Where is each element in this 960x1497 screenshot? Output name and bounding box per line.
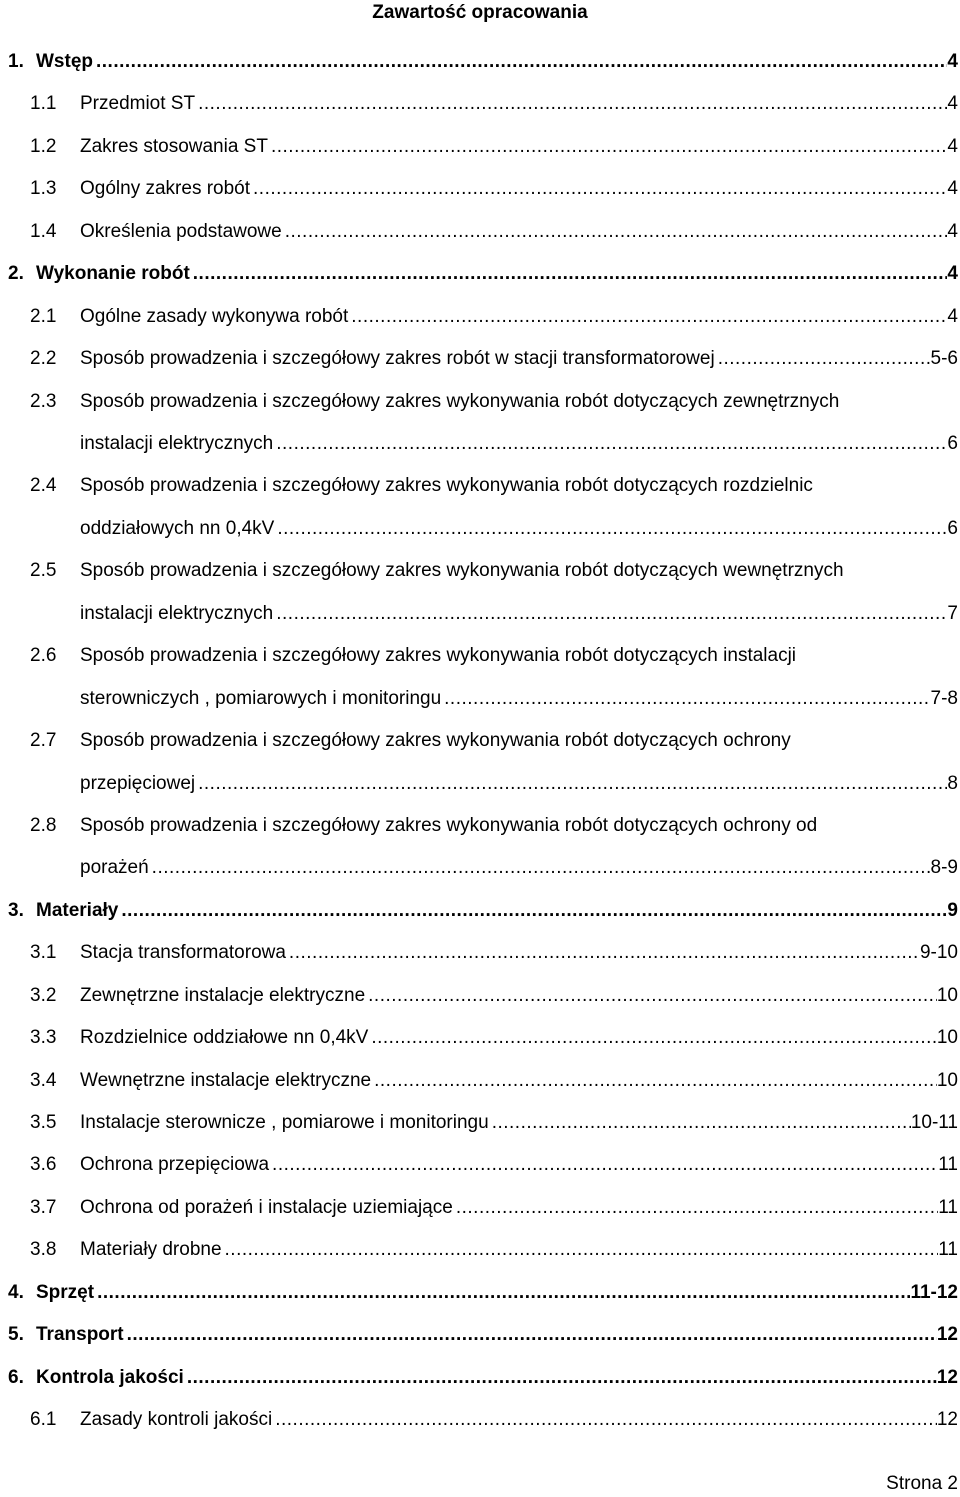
toc-entry-page: 11-12	[910, 1281, 958, 1303]
toc-entry[interactable]	[0, 1187, 960, 1229]
toc-entry-page: 4	[947, 178, 958, 200]
toc-dot-leader	[348, 296, 947, 338]
toc-entry-number: 3.3	[30, 1027, 57, 1049]
toc-entry-page: 4	[947, 220, 958, 242]
toc-entry-line	[80, 211, 960, 253]
toc-entry-number: 1.4	[30, 220, 57, 242]
toc-dot-leader	[269, 1144, 938, 1186]
toc-entry-page: 7	[947, 602, 958, 624]
toc-entry-page: 5-6	[930, 348, 958, 370]
toc-entry[interactable]	[0, 890, 960, 932]
toc-dot-leader	[195, 83, 947, 125]
toc-entry[interactable]	[0, 168, 960, 210]
toc-entry-page: 4	[947, 135, 958, 157]
toc-entry-page: 11	[938, 1239, 958, 1261]
toc-entry-line	[80, 932, 960, 974]
toc-entry-line	[36, 890, 960, 932]
toc-entry-page: 7-8	[930, 687, 958, 709]
toc-entry-page: 11	[938, 1154, 958, 1176]
toc-entry-number: 3.4	[30, 1069, 57, 1091]
toc-entry-number: 3.5	[30, 1112, 57, 1134]
toc-entry-line	[36, 253, 960, 295]
toc-entry-page: 10	[936, 984, 958, 1006]
toc-entry-title: Sposób prowadzenia i szczegółowy zakres robót w stacji transformatorowej	[80, 348, 715, 370]
toc-entry-title: oddziałowych nn 0,4kV	[80, 517, 275, 539]
toc-entry-title: Rozdzielnice oddziałowe nn 0,4kV	[80, 1027, 369, 1049]
toc-entry-title: Zakres stosowania ST	[80, 135, 268, 157]
toc-entry-number: 6.	[8, 1366, 24, 1388]
toc-entry-title: Wewnętrzne instalacje elektryczne	[80, 1069, 372, 1091]
toc-entry[interactable]	[0, 381, 960, 466]
toc-entry[interactable]	[0, 253, 960, 295]
toc-entry-title: sterowniczych , pomiarowych i monitoringu	[80, 687, 442, 709]
toc-entry[interactable]	[0, 635, 960, 720]
toc-entry-page: 10-11	[910, 1112, 958, 1134]
toc-entry-number: 3.2	[30, 984, 57, 1006]
toc-entry-title: Określenia podstawowe	[80, 220, 282, 242]
toc-entry-line	[80, 1399, 960, 1441]
toc-entry-number: 3.7	[30, 1196, 57, 1218]
toc-entry[interactable]	[0, 1229, 960, 1271]
toc-entry-title: Przedmiot ST	[80, 93, 196, 115]
toc-entry[interactable]	[0, 1314, 960, 1356]
toc-dot-leader	[222, 1229, 939, 1271]
toc-entry-title: Wykonanie robót	[36, 263, 190, 285]
toc-entry-title: Stacja transformatorowa	[80, 942, 286, 964]
toc-entry-number: 3.1	[30, 942, 57, 964]
toc-entry[interactable]	[0, 805, 960, 890]
toc-dot-leader	[93, 41, 947, 83]
page-title: Zawartość opracowania	[372, 2, 588, 23]
toc-entry[interactable]	[0, 465, 960, 550]
toc-entry-line	[36, 1314, 960, 1356]
toc-entry-number: 5.	[8, 1324, 24, 1346]
toc-entry-line	[80, 296, 960, 338]
page-footer: Strona 2	[886, 1473, 958, 1494]
toc-entry-line	[36, 1272, 960, 1314]
toc-dot-leader	[365, 975, 937, 1017]
toc-dot-leader	[124, 1314, 937, 1356]
toc-entry-title-line1: Sposób prowadzenia i szczegółowy zakres wykonywania robót dotyczących ochrony	[80, 730, 791, 752]
toc-entry-title-line1: Sposób prowadzenia i szczegółowy zakres wykonywania robót dotyczących wewnętrznych	[80, 560, 844, 582]
toc-entry[interactable]	[0, 1272, 960, 1314]
toc-entry-number: 2.1	[30, 305, 57, 327]
toc-entry-page: 6	[947, 517, 958, 539]
toc-entry-title-line1: Sposób prowadzenia i szczegółowy zakres wykonywania robót dotyczących instalacji	[80, 645, 797, 667]
toc-entry-number: 2.	[8, 263, 24, 285]
toc-entry[interactable]	[0, 1060, 960, 1102]
toc-dot-leader	[489, 1102, 911, 1144]
toc-entry-title: instalacji elektrycznych	[80, 602, 274, 624]
toc-entry-page: 11	[938, 1196, 958, 1218]
toc-entry-title-line1: Sposób prowadzenia i szczegółowy zakres wykonywania robót dotyczących rozdzielnic	[80, 475, 813, 497]
toc-entry-page: 12	[936, 1409, 958, 1431]
toc-entry-title: Ochrona przepięciowa	[80, 1154, 270, 1176]
toc-entry-line	[80, 338, 960, 380]
toc-dot-leader	[273, 593, 947, 635]
toc-dot-leader	[184, 1357, 937, 1399]
toc-entry-line	[80, 1187, 960, 1229]
toc-entry-number: 1.2	[30, 135, 57, 157]
toc-entry-page: 8-9	[930, 857, 958, 879]
toc-entry-number: 3.8	[30, 1239, 57, 1261]
toc-entry-title: Zewnętrzne instalacje elektryczne	[80, 984, 366, 1006]
toc-entry-line	[80, 1102, 960, 1144]
toc-entry-line	[80, 508, 960, 550]
toc-entry-title: Materiały drobne	[80, 1239, 222, 1261]
toc-dot-leader	[282, 211, 948, 253]
toc-dot-leader	[195, 763, 947, 805]
toc-entry-number: 2.7	[30, 730, 57, 752]
toc-dot-leader	[453, 1187, 938, 1229]
toc-entry-title: Wstęp	[36, 51, 93, 72]
toc-entry-title: Materiały	[36, 899, 119, 921]
toc-entry-number: 3.6	[30, 1154, 57, 1176]
toc-dot-leader	[149, 847, 931, 889]
toc-entry[interactable]	[0, 126, 960, 168]
toc-entry[interactable]	[0, 83, 960, 125]
toc-entry[interactable]	[0, 1144, 960, 1186]
toc-entry-number: 3.	[8, 899, 24, 921]
toc-entry-title: Zasady kontroli jakości	[80, 1409, 273, 1431]
toc-entry-page: 12	[936, 1324, 958, 1346]
toc-entry-page: 6	[947, 432, 958, 454]
toc-entry-page: 4	[947, 305, 958, 327]
toc-entry[interactable]	[0, 41, 960, 83]
toc-entry-title: instalacji elektrycznych	[80, 432, 274, 454]
toc-entry-title-line1: Sposób prowadzenia i szczegółowy zakres wykonywania robót dotyczących zewnętrznych	[80, 390, 840, 412]
toc-entry[interactable]	[0, 975, 960, 1017]
toc-entry-title: Kontrola jakości	[36, 1366, 184, 1388]
toc-entry-line	[80, 83, 960, 125]
toc-entry-number: 2.2	[30, 348, 57, 370]
toc-entry[interactable]	[0, 720, 960, 805]
toc-entry-title: Ochrona od porażeń i instalacje uziemiające	[80, 1196, 453, 1218]
toc-entry[interactable]	[0, 932, 960, 974]
toc-dot-leader	[368, 1017, 937, 1059]
toc-entry-line	[80, 975, 960, 1017]
toc-entry-number: 4.	[8, 1281, 24, 1303]
table-of-contents	[0, 41, 960, 1442]
toc-dot-leader	[371, 1060, 937, 1102]
toc-dot-leader	[118, 890, 947, 932]
toc-entry-number: 6.1	[30, 1409, 57, 1431]
toc-entry-line	[80, 1060, 960, 1102]
toc-entry[interactable]	[0, 211, 960, 253]
toc-entry[interactable]	[0, 296, 960, 338]
toc-entry-number: 2.6	[30, 645, 57, 667]
toc-dot-leader	[94, 1272, 910, 1314]
toc-entry-number: 1.	[8, 51, 24, 72]
toc-dot-leader	[268, 126, 947, 168]
toc-entry-title: Ogólne zasady wykonywa robót	[80, 305, 349, 327]
toc-entry-page: 9-10	[919, 942, 958, 964]
toc-entry-title: Ogólny zakres robót	[80, 178, 251, 200]
toc-dot-leader	[715, 338, 931, 380]
toc-entry-line	[80, 1017, 960, 1059]
toc-entry-line	[80, 126, 960, 168]
toc-entry[interactable]	[0, 338, 960, 380]
toc-entry-number: 2.8	[30, 814, 57, 836]
toc-entry[interactable]	[0, 1017, 960, 1059]
toc-entry[interactable]	[0, 550, 960, 635]
toc-entry-page: 8	[947, 772, 958, 794]
toc-entry-title-line1: Sposób prowadzenia i szczegółowy zakres wykonywania robót dotyczących ochrony od	[80, 814, 818, 836]
toc-entry-line	[80, 678, 960, 720]
toc-entry[interactable]	[0, 1399, 960, 1441]
toc-entry-line	[80, 1144, 960, 1186]
toc-entry-line	[80, 763, 960, 805]
toc-entry-title: porażeń	[80, 857, 149, 879]
toc-entry-line	[80, 423, 960, 465]
toc-dot-leader	[441, 678, 930, 720]
toc-entry-number: 2.5	[30, 560, 57, 582]
toc-entry-number: 1.1	[30, 93, 57, 115]
toc-dot-leader	[274, 508, 947, 550]
toc-entry-line	[36, 1357, 960, 1399]
toc-dot-leader	[272, 1399, 937, 1441]
toc-dot-leader	[273, 423, 947, 465]
toc-entry-title: Transport	[36, 1324, 124, 1346]
toc-entry-line	[80, 1229, 960, 1271]
toc-entry-page: 4	[947, 93, 958, 115]
toc-entry-line	[80, 168, 960, 210]
toc-entry-page: 4	[947, 263, 958, 285]
toc-entry-number: 1.3	[30, 178, 57, 200]
toc-entry-title: Sprzęt	[36, 1281, 95, 1303]
toc-entry-page: 9	[947, 899, 958, 921]
toc-entry-page: 10	[936, 1027, 958, 1049]
toc-entry[interactable]	[0, 1102, 960, 1144]
toc-entry-number: 2.4	[30, 475, 57, 497]
toc-entry-page: 10	[936, 1069, 958, 1091]
toc-entry-line	[80, 593, 960, 635]
toc-entry-title: Instalacje sterownicze , pomiarowe i monitoringu	[80, 1112, 489, 1134]
toc-dot-leader	[190, 253, 948, 295]
toc-entry-page: 4	[947, 51, 958, 72]
toc-entry[interactable]	[0, 1357, 960, 1399]
toc-entry-title: przepięciowej	[80, 772, 196, 794]
toc-dot-leader	[286, 932, 920, 974]
toc-dot-leader	[250, 168, 947, 210]
toc-entry-number: 2.3	[30, 390, 57, 412]
toc-entry-line	[36, 41, 960, 83]
toc-entry-page: 12	[936, 1366, 958, 1388]
toc-entry-line	[80, 847, 960, 889]
